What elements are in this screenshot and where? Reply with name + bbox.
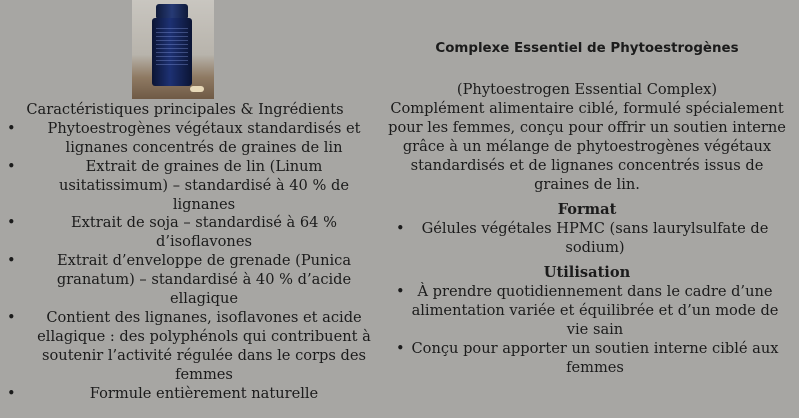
features-heading: Caractéristiques principales & Ingrédients (26, 101, 344, 118)
feature-text: Extrait d’enveloppe de grenade (Punica granatum) – standardisé à 40 % d’acide ellagique (56, 252, 352, 308)
feature-text: Phytoestrogènes végétaux standardisés et lignanes concentrés de graines de lin (47, 119, 361, 156)
features-column (0, 101, 380, 404)
usage-item (382, 340, 792, 378)
feature-item (0, 385, 380, 404)
product-title: Complexe Essentiel de Phytoestrogènes (435, 41, 739, 56)
usage-list (382, 283, 792, 378)
feature-text: Extrait de graines de lin (Linum usitatissimum) – standardisé à 40 % de lignanes (59, 157, 349, 213)
usage-text: À prendre quotidiennement dans le cadre d’une alimentation variée et équilibrée et d’un mode de vie sain (411, 283, 779, 338)
bullet-icon: • (7, 214, 16, 232)
bullet-icon: • (7, 157, 16, 175)
bullet-icon: • (7, 119, 16, 137)
features-list (0, 120, 380, 404)
usage-item (382, 283, 792, 340)
format-text: Gélules végétales HPMC (sans laurylsulfate de sodium) (421, 220, 769, 257)
bullet-icon: • (396, 339, 405, 357)
product-description: Complément alimentaire ciblé, formulé spécialement pour les femmes, conçu pour offrir un soutien interne grâce à un mélange de phytoestrogènes végétaux standardisés et de lignanes concentrés issus de graines de lin. (388, 99, 786, 193)
product-description-column (382, 40, 792, 384)
feature-item (0, 252, 380, 309)
bottle-body (152, 18, 192, 86)
bullet-icon: • (396, 220, 405, 238)
product-subtitle: (Phytoestrogen Essential Complex) (456, 81, 718, 98)
bottle-cap (156, 4, 188, 18)
feature-text: Contient des lignanes, isoflavones et acide ellagique : des polyphénols qui contribuent à soutenir l’activité régulée dans le corps des femmes (37, 308, 371, 383)
product-photo (132, 0, 214, 99)
feature-item (0, 309, 380, 385)
format-list (382, 220, 792, 258)
bullet-icon: • (7, 252, 16, 270)
format-item (382, 220, 792, 258)
feature-item (0, 214, 380, 252)
usage-heading: Utilisation (543, 264, 631, 282)
feature-text: Extrait de soja – standardisé à 64 % d’isoflavones (71, 214, 337, 251)
bullet-icon: • (7, 384, 16, 402)
feature-text: Formule entièrement naturelle (89, 384, 319, 402)
capsule-icon (190, 86, 204, 92)
bottle-label (156, 28, 188, 68)
format-heading: Format (557, 201, 617, 219)
bullet-icon: • (7, 308, 16, 326)
feature-item (0, 120, 380, 158)
bullet-icon: • (396, 283, 405, 301)
supplement-bottle-icon (152, 4, 192, 86)
feature-item (0, 158, 380, 215)
usage-text: Conçu pour apporter un soutien interne ciblé aux femmes (411, 339, 779, 376)
